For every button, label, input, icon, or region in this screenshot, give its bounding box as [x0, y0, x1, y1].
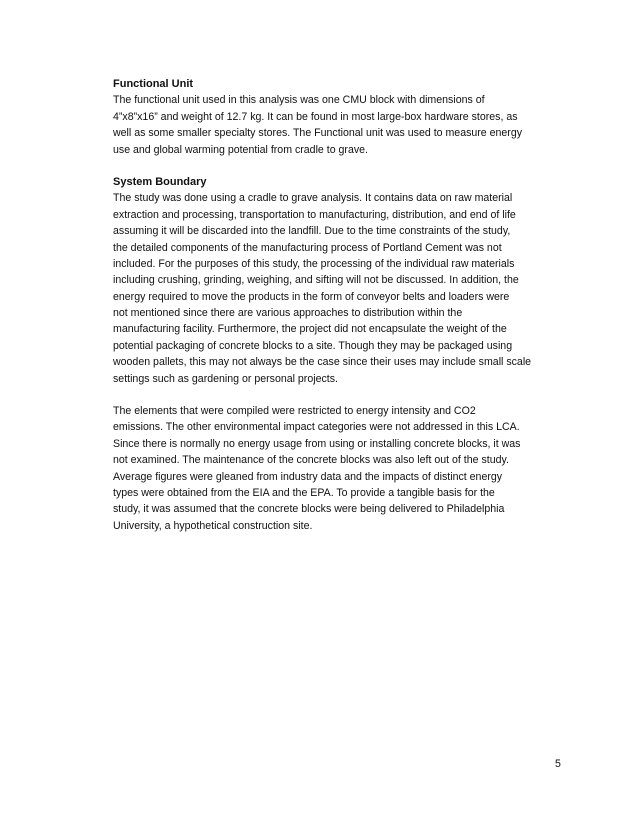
paragraph-line: University, a hypothetical construction site. [113, 519, 313, 532]
paragraph-line: Since there is normally no energy usage from using or installing concrete blocks, it was [113, 437, 521, 450]
paragraph-line: types were obtained from the EIA and the EPA. To provide a tangible basis for the [113, 486, 495, 499]
paragraph-line: wooden pallets, this may not always be the case since their uses may include small scale [113, 356, 532, 369]
elements-paragraph [113, 403, 568, 534]
page-content [113, 76, 568, 550]
paragraph-line: not examined. The maintenance of the concrete blocks was also left out of the study. [113, 454, 509, 467]
paragraph-line: The functional unit used in this analysis was one CMU block with dimensions of [113, 94, 485, 107]
paragraph-line: assuming it will be discarded into the landfill. Due to the time constraints of the study, [113, 225, 511, 238]
section-heading: Functional Unit [113, 78, 194, 90]
paragraph-line: use and global warming potential from cradle to grave. [113, 143, 368, 156]
paragraph-line: energy required to move the products in the form of conveyor belts and loaders were [113, 290, 510, 303]
functional-unit-section [113, 76, 568, 158]
paragraph-line: The elements that were compiled were restricted to energy intensity and CO2 [113, 405, 476, 418]
paragraph-line: Average figures were gleaned from industry data and the impacts of distinct energy [113, 470, 503, 483]
paragraph-line: included. For the purposes of this study, the processing of the individual raw materials [113, 257, 515, 270]
page-number: 5 [555, 758, 561, 770]
section-heading: System Boundary [113, 175, 207, 188]
paragraph-line: extraction and processing, transportation to manufacturing, distribution, and end of life [113, 208, 516, 221]
paragraph-line: study, it was assumed that the concrete blocks were being delivered to Philadelphia [113, 503, 505, 516]
paragraph-line: 4”x8”x16” and weight of 12.7 kg. It can be found in most large-box hardware stores, as [113, 110, 518, 123]
paragraph-line: manufacturing facility. Furthermore, the project did not encapsulate the weight of the [113, 323, 507, 336]
paragraph-line: settings such as gardening or personal projects. [113, 372, 338, 385]
paragraph-line: The study was done using a cradle to grave analysis. It contains data on raw material [113, 192, 513, 205]
paragraph-line: including crushing, grinding, weighing, and sifting will not be discussed. In addition, the [113, 274, 519, 287]
paragraph-line: emissions. The other environmental impact categories were not addressed in this LCA. [113, 421, 520, 434]
paragraph-line: the detailed components of the manufacturing process of Portland Cement was not [113, 241, 502, 254]
paragraph-line: potential packaging of concrete blocks to a site. Though they may be packaged using [113, 339, 513, 352]
paragraph-line: not mentioned since there are various approaches to distribution within the [113, 307, 463, 320]
paragraph-line: well as some smaller specialty stores. The Functional unit was used to measure energy [113, 127, 523, 140]
system-boundary-section [113, 174, 568, 387]
